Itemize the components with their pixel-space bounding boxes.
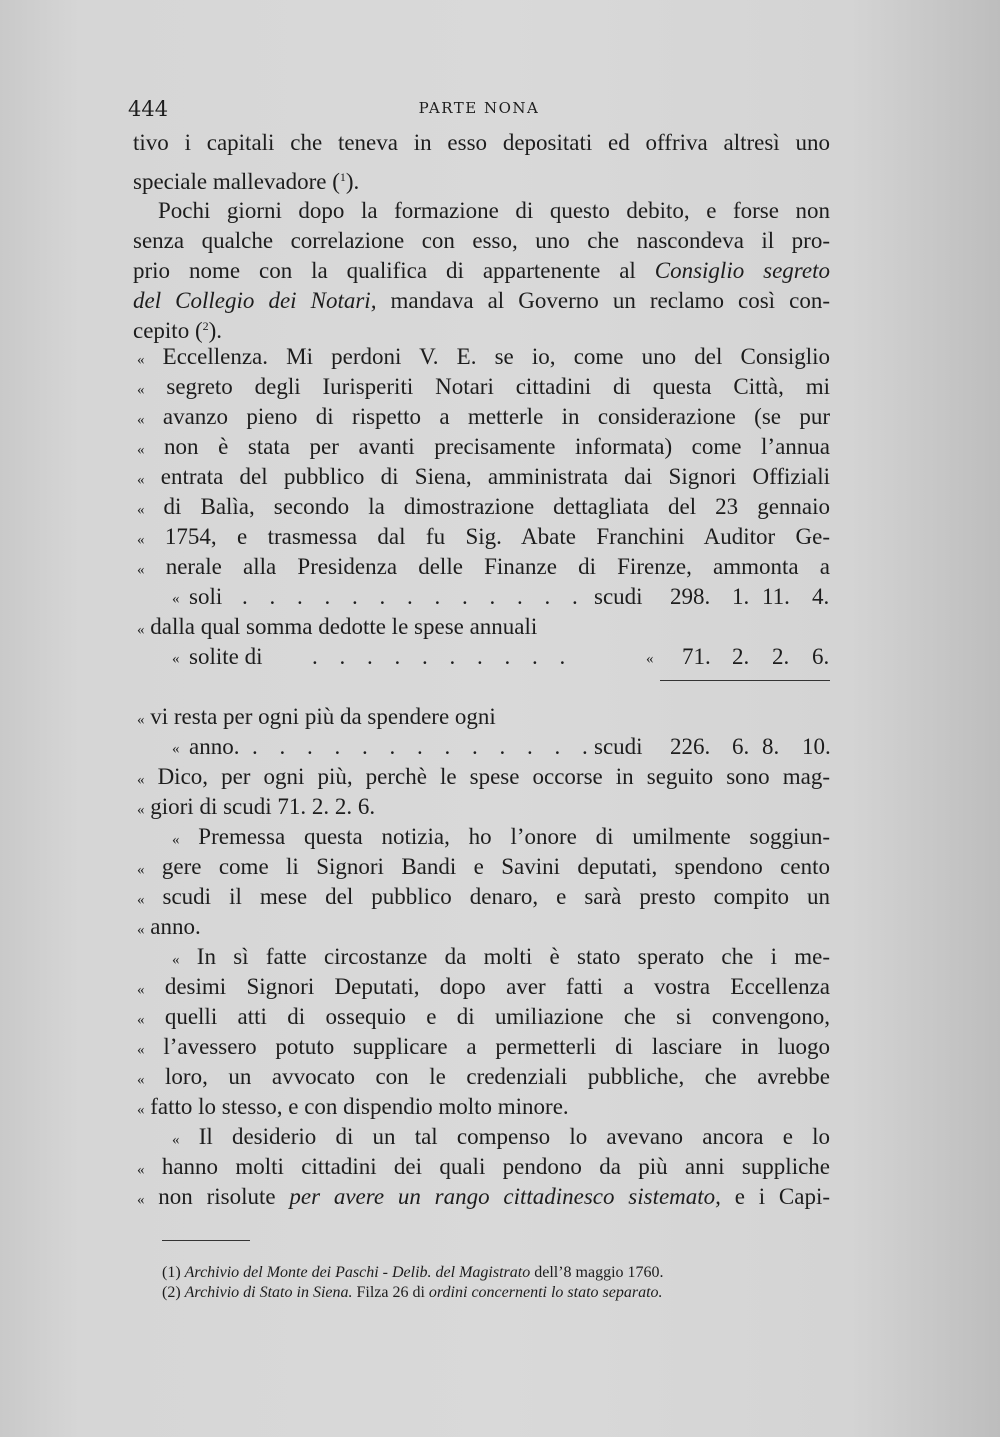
leader-dots: . . . . . . . . . . . . . (252, 734, 596, 759)
quote-line: « gere come li Signori Bandi e Savini deputati, spendono cento (137, 854, 830, 879)
account-value: 6. (812, 644, 830, 669)
body-line: prio nome con la qualifica di appartenente al Consiglio segreto (133, 258, 830, 283)
leader-dots: . . . . . . . . . . . . . (242, 584, 586, 609)
body-line: senza qualche correlazione con esso, uno che nascondeva il pro- (133, 228, 830, 253)
quote-mark: « (172, 651, 180, 667)
quote-line: « Eccellenza. Mi perdoni V. E. se io, come uno del Consiglio (137, 344, 831, 369)
quote-line: « avanzo pieno di rispetto a metterle in considerazione (se pur (137, 404, 830, 429)
quote-line: « 1754, e trasmessa dal fu Sig. Abate Franchini Auditor Ge- (137, 524, 830, 549)
quote-line: « Premessa questa notizia, ho l’onore di umilmente soggiun- (172, 824, 830, 849)
quote-line: « non risolute per avere un rango cittadinesco sistemato, e i Capi- (137, 1184, 831, 1209)
account-label: soli (189, 584, 223, 609)
quote-line: « In sì fatte circostanze da molti è stato sperato che i me- (172, 944, 830, 969)
account-value: 2. (732, 644, 750, 669)
quote-line: « segreto degli Iurisperiti Notari cittadini di questa Città, mi (137, 374, 830, 399)
quote-line: « anno. (137, 914, 201, 939)
page-header (128, 97, 830, 127)
quote-line: « giori di scudi 71. 2. 2. 6. (137, 794, 376, 819)
account-row-expenses (172, 642, 830, 672)
footnote-1: (1) Archivio del Monte dei Paschi - Delib. del Magistrato dell’8 maggio 1760. (162, 1264, 664, 1281)
quote-line: « hanno molti cittadini dei quali pendono da più anni suppliche (137, 1154, 831, 1179)
quote-line: « scudi il mese del pubblico denaro, e sarà presto compito un (137, 884, 830, 909)
account-row-balance (172, 732, 830, 762)
quote-line: « quelli atti di ossequio e di umiliazione che si convengono, (137, 1004, 831, 1029)
account-value: 10. (802, 734, 831, 759)
body-line: tivo i capitali che teneva in esso depositati ed offriva altresì uno (133, 130, 830, 155)
body-line: del Collegio dei Notari, mandava al Governo un reclamo così con- (133, 288, 830, 313)
sum-rule (660, 680, 830, 681)
quote-line: « di Balìa, secondo la dimostrazione dettagliata del 23 gennaio (137, 494, 830, 519)
account-value: 2. (772, 644, 790, 669)
quote-line: « vi resta per ogni più da spendere ogni (137, 704, 496, 729)
body-line: Pochi giorni dopo la formazione di questo debito, e forse non (158, 198, 830, 223)
quote-line: « Dico, per ogni più, perchè le spese occorse in seguito sono mag- (137, 764, 830, 789)
quote-line: « desimi Signori Deputati, dopo aver fatti a vostra Eccellenza (137, 974, 831, 999)
account-value: 226. (670, 734, 711, 759)
account-value: 1. (732, 584, 750, 609)
account-row-income (172, 582, 830, 612)
quote-mark: « (172, 591, 180, 607)
quote-line: « Il desiderio di un tal compenso lo avevano ancora e lo (172, 1124, 830, 1149)
account-value: 71. (682, 644, 711, 669)
quote-line: « non è stata per avanti precisamente informata) come l’annua (137, 434, 830, 459)
body-line: speciale mallevadore ($^1$). (133, 169, 360, 194)
leader-dots: . . . . . . . . . . (312, 644, 574, 669)
quote-line: « l’avessero potuto supplicare a permetterli di lasciare in luogo (137, 1034, 831, 1059)
body-line: cepito ($^2$). (133, 318, 223, 343)
quote-line: « loro, un avvocato con le credenziali pubbliche, che avrebbe (137, 1064, 830, 1089)
account-currency: scudi (594, 734, 643, 759)
account-label: anno. (189, 734, 240, 759)
footnote-rule (162, 1240, 250, 1241)
quote-line: « nerale alla Presidenza delle Finanze di Firenze, ammonta a (137, 554, 831, 579)
quote-line: « fatto lo stesso, e con dispendio molto minore. (137, 1094, 569, 1119)
account-value: 8. (762, 734, 780, 759)
account-label: solite di (189, 644, 263, 669)
account-value: 6. (732, 734, 750, 759)
quote-line: « entrata del pubblico di Siena, amministrata dai Signori Offiziali (137, 464, 830, 489)
account-currency: scudi (594, 584, 643, 609)
quote-line: « dalla qual somma dedotte le spese annuali (137, 614, 538, 639)
quote-mark: « (172, 741, 180, 757)
account-value: 11. (762, 584, 790, 609)
footnote-2: (2) Archivio di Stato in Siena. Filza 26 di ordini concernenti lo stato separato. (162, 1284, 663, 1301)
account-value: 4. (812, 584, 830, 609)
running-title: PARTE NONA (418, 99, 540, 117)
quote-mark: « (646, 651, 654, 667)
page-number: 444 (128, 97, 169, 121)
account-value: 298. (670, 584, 711, 609)
